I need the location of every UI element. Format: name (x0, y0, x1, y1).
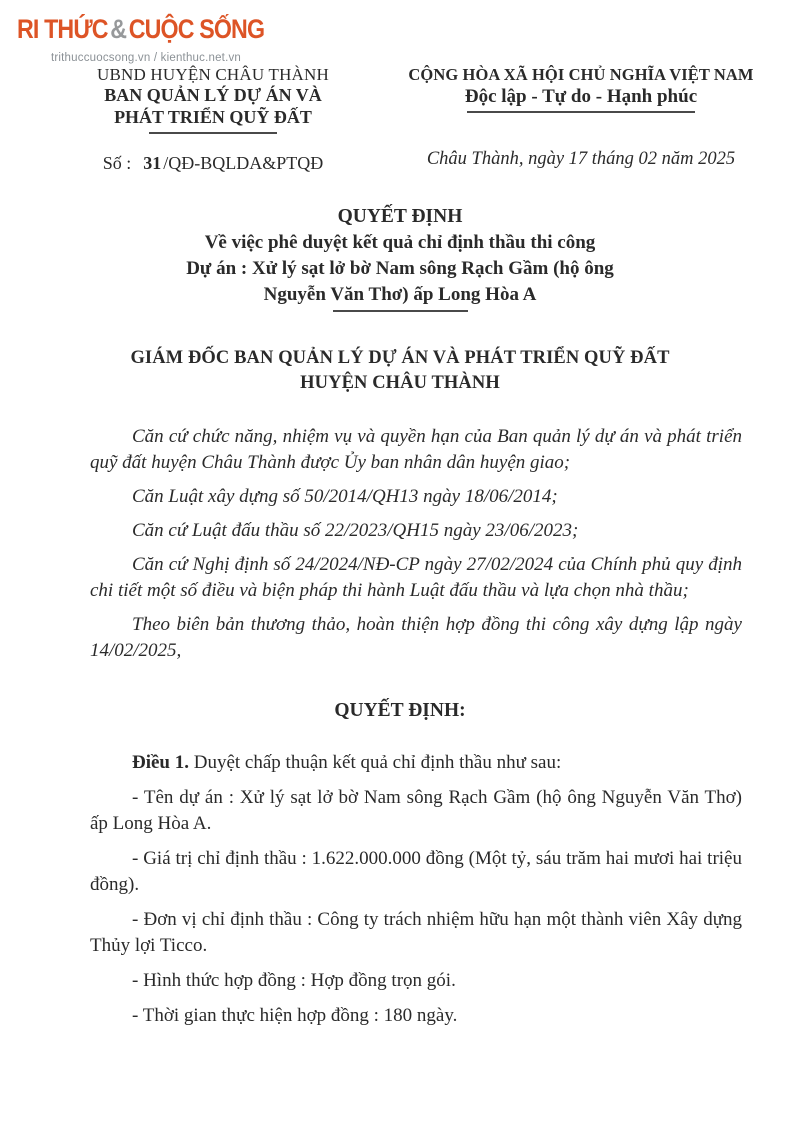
org-name-line1: UBND HUYỆN CHÂU THÀNH (97, 65, 329, 84)
brand-ampersand: & (110, 14, 127, 44)
brand-part1: RI THỨC (17, 14, 108, 44)
decision-title: QUYẾT ĐỊNH (337, 206, 463, 227)
place-date: Châu Thành, ngày 17 tháng 02 năm 2025 (426, 149, 736, 169)
issuing-authority (0, 346, 800, 396)
issuing-authority-line1: GIÁM ĐỐC BAN QUẢN LÝ DỰ ÁN VÀ PHÁT TRIỂN QUỸ ĐẤT (130, 348, 670, 368)
national-block (388, 64, 774, 174)
title-underline (333, 310, 468, 312)
org-block (38, 64, 388, 174)
preamble-paragraph-5: Theo biên bản thương thảo, hoàn thiện hợp đồng thi công xây dựng lập ngày 14/02/2025, (90, 614, 742, 661)
brand-logo-row (14, 7, 265, 54)
article-1-intro (90, 750, 742, 776)
org-name-line2: BAN QUẢN LÝ DỰ ÁN VÀ (104, 85, 322, 105)
brand-logo-text (17, 7, 264, 51)
document-header (0, 64, 800, 174)
decision-subtitle-2: Dự án : Xử lý sạt lở bờ Nam sông Rạch Gầm (hộ ông (186, 258, 614, 279)
decision-subtitle-1: Về việc phê duyệt kết quả chỉ định thầu thi công (204, 232, 596, 253)
article-item-duration: - Thời gian thực hiện hợp đồng : 180 ngày. (132, 1005, 458, 1026)
preamble-paragraph-4: Căn cứ Nghị định số 24/2024/NĐ-CP ngày 27/02/2024 của Chính phủ quy định chi tiết một số điều và biện pháp thi hành Luật đấu thầu và lựa chọn nhà thầu; (90, 554, 742, 601)
issuing-authority-line2: HUYỆN CHÂU THÀNH (300, 373, 500, 393)
article-1-section (90, 750, 742, 1029)
doc-number-suffix: /QĐ-BQLDA&PTQĐ (163, 153, 324, 173)
doc-number (38, 153, 388, 174)
decision-subtitle-3: Nguyễn Văn Thơ) ấp Long Hòa A (263, 284, 537, 305)
org-name-line3: PHÁT TRIỂN QUỸ ĐẤT (114, 106, 312, 127)
article-item-contract-value: - Giá trị chỉ định thầu : 1.622.000.000 đồng (Một tỷ, sáu trăm hai mươi hai triệu đồng). (90, 848, 742, 895)
motto-underline (467, 111, 695, 113)
org-underline (149, 132, 277, 134)
article-1-label: Điều 1. (132, 752, 189, 773)
preamble-paragraph-1: Căn cứ chức năng, nhiệm vụ và quyền hạn của Ban quản lý dự án và phát triển quỹ đất huyện Châu Thành được Ủy ban nhân dân huyện giao; (90, 426, 742, 473)
article-item-contractor: - Đơn vị chỉ định thầu : Công ty trách nhiệm hữu hạn một thành viên Xây dựng Thủy lợi Ticco. (90, 909, 742, 956)
doc-number-value: 31 (143, 153, 162, 173)
decision-title-block (0, 204, 800, 312)
national-motto: Độc lập - Tự do - Hạnh phúc (464, 86, 698, 107)
preamble-section (90, 424, 742, 664)
preamble-paragraph-2: Căn Luật xây dựng số 50/2014/QH13 ngày 18/06/2014; (132, 486, 558, 507)
article-item-project-name: - Tên dự án : Xử lý sạt lở bờ Nam sông Rạch Gầm (hộ ông Nguyễn Văn Thơ) ấp Long Hòa A. (90, 787, 742, 834)
preamble-paragraph-3: Căn cứ Luật đấu thầu số 22/2023/QH15 ngày 23/06/2023; (132, 520, 579, 541)
brand-websites: trithuccuocsong.vn / kienthuc.net.vn (50, 52, 242, 64)
brand-logo (0, 0, 265, 64)
brand-part2: CUỘC SỐNG (128, 14, 265, 44)
article-1-intro-text: Duyệt chấp thuận kết quả chỉ định thầu như sau: (193, 752, 562, 773)
decision-heading: QUYẾT ĐỊNH: (334, 700, 466, 721)
national-header-line: CỘNG HÒA XÃ HỘI CHỦ NGHĨA VIỆT NAM (408, 65, 754, 84)
doc-number-label: Số : (102, 153, 132, 173)
article-item-contract-type: - Hình thức hợp đồng : Hợp đồng trọn gói. (132, 970, 456, 991)
